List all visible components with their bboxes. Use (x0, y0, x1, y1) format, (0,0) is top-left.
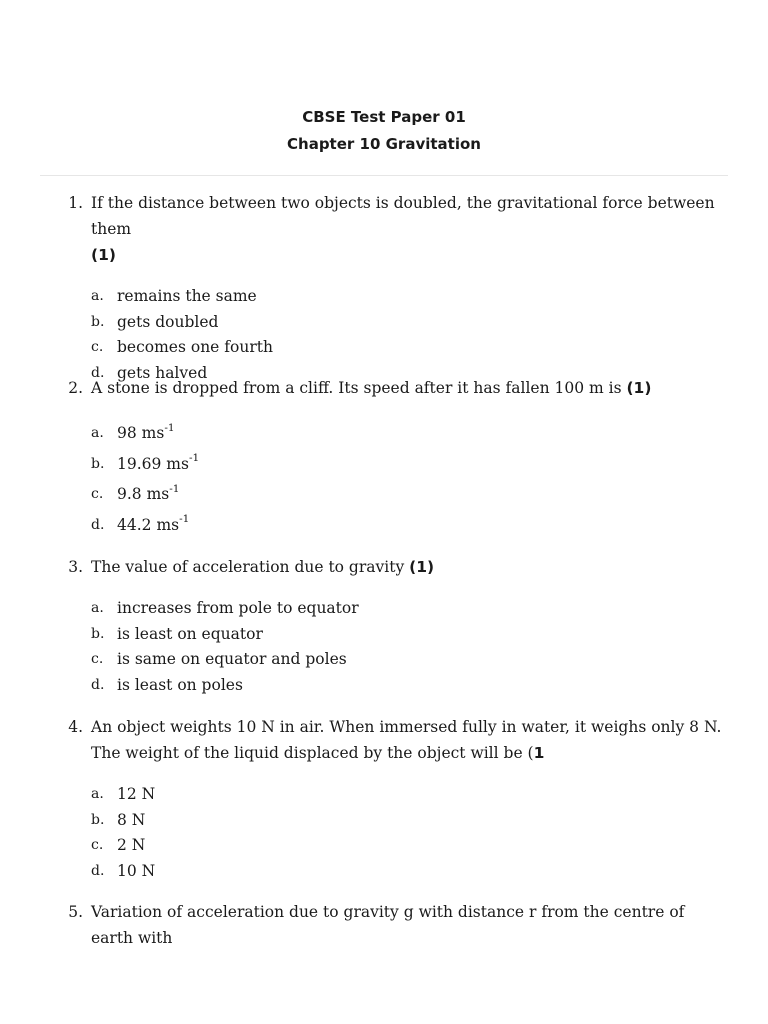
option-c (91, 479, 728, 510)
option-text: is least on poles (117, 675, 243, 694)
question-1 (0, 190, 768, 386)
header (0, 107, 768, 161)
option-letter: c. (91, 486, 104, 502)
option-b (91, 808, 728, 834)
option-superscript: -1 (179, 513, 190, 526)
option-list (91, 782, 728, 884)
question-number: 1. (68, 194, 83, 212)
option-letter: d. (91, 862, 105, 879)
option-text: gets doubled (117, 312, 219, 331)
question-stem (91, 899, 728, 951)
option-superscript: -1 (188, 452, 200, 465)
question-number: 3. (68, 558, 83, 576)
option-list (91, 418, 728, 540)
option-b (91, 449, 728, 480)
question-marks: (1) (409, 558, 435, 576)
option-c (91, 335, 728, 361)
option-letter: d. (91, 364, 105, 381)
option-letter: a. (91, 425, 104, 441)
question-stem (91, 554, 728, 580)
option-superscript: -1 (169, 482, 180, 495)
question-stem (91, 714, 728, 766)
option-letter: b. (91, 313, 105, 330)
question-text: If the distance between two objects is doubled, the gravitational force between them (91, 194, 715, 238)
option-text: 2 N (117, 836, 146, 854)
page-title: CBSE Test Paper 01 (302, 108, 466, 126)
option-b (91, 622, 728, 648)
option-b (91, 310, 728, 336)
question-3 (0, 554, 768, 698)
option-letter: b. (91, 811, 105, 828)
question-number: 4. (68, 718, 83, 736)
question-text: Variation of acceleration due to gravity g with distance r from the centre of earth with (91, 903, 685, 947)
option-d (91, 510, 728, 541)
question-text: The value of acceleration due to gravity (91, 558, 405, 576)
question-number: 5. (68, 903, 83, 921)
option-letter: c. (91, 837, 104, 853)
option-text: 10 N (117, 861, 156, 880)
option-text: 9.8 ms (117, 485, 170, 503)
question-stem (91, 375, 728, 401)
option-list (91, 596, 728, 698)
option-letter: a. (91, 786, 104, 802)
question-marks: 1 (533, 744, 545, 762)
question-number: 2. (68, 379, 83, 397)
option-list (91, 284, 728, 386)
option-text: 19.69 ms (117, 454, 189, 473)
option-c (91, 833, 728, 859)
option-letter: d. (91, 676, 105, 693)
option-text: 8 N (117, 810, 146, 829)
option-a (91, 782, 728, 808)
option-letter: a. (91, 600, 104, 616)
option-letter: a. (91, 288, 104, 304)
option-text: increases from pole to equator (117, 599, 359, 617)
option-text: is same on equator and poles (117, 650, 347, 668)
question-5 (0, 899, 768, 951)
question-text: A stone is dropped from a cliff. Its speed after it has fallen 100 m is (91, 379, 622, 397)
question-stem (91, 190, 728, 268)
question-4 (0, 714, 768, 884)
question-marks: (1) (91, 246, 116, 264)
option-a (91, 284, 728, 310)
option-text: is least on equator (117, 624, 263, 643)
option-c (91, 647, 728, 673)
option-text: 12 N (117, 785, 156, 803)
question-2 (0, 375, 768, 540)
option-letter: b. (91, 455, 105, 472)
option-letter: c. (91, 339, 104, 355)
option-letter: c. (91, 651, 104, 667)
option-a (91, 596, 728, 622)
option-text: gets halved (117, 363, 208, 382)
option-d (91, 673, 728, 699)
option-letter: d. (91, 516, 105, 533)
question-text: An object weights 10 N in air. When immersed fully in water, it weighs only 8 N. The weight of the liquid displaced by the object will be ( (91, 718, 722, 762)
option-a (91, 418, 728, 449)
option-text: becomes one fourth (117, 338, 273, 356)
option-text: 98 ms (117, 424, 165, 442)
option-letter: b. (91, 625, 105, 642)
option-d (91, 859, 728, 885)
option-text: 44.2 ms (117, 515, 180, 534)
option-superscript: -1 (164, 421, 175, 434)
header-divider (40, 175, 728, 176)
question-marks: (1) (626, 379, 652, 397)
option-text: remains the same (117, 287, 257, 305)
chapter-title: Chapter 10 Gravitation (287, 135, 481, 153)
